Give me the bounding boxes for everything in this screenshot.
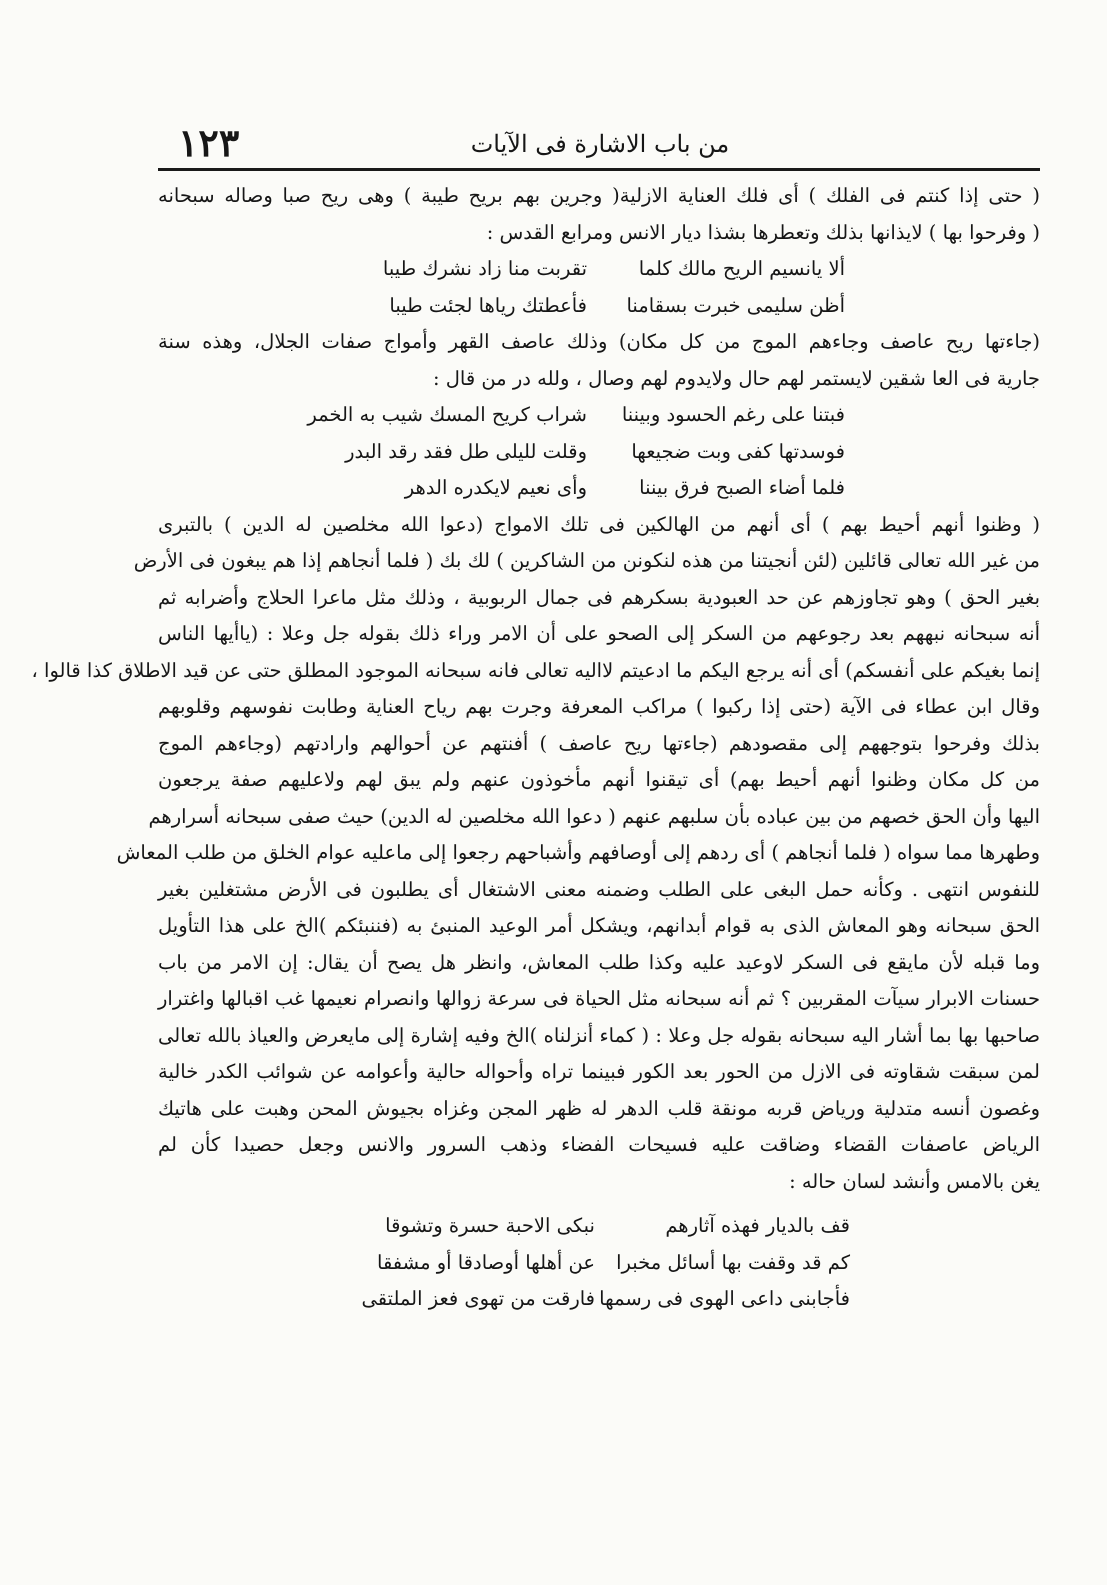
text-line: أنه سبحانه نبههم بعد رجوعهم من السكر إلى الصحو على أن الامر وراء ذلك بقوله جل وعلا : (ياأيها الناس <box>158 622 1040 645</box>
verse-line <box>158 288 845 325</box>
verse-second-hemistich: فأعطتك رياها لجئت طيبا <box>389 293 587 317</box>
text-line: جارية فى العا شقين لايستمر لهم حال ولايدوم لهم وصال ، ولله در من قال : <box>432 366 1040 390</box>
verse-line <box>158 1245 850 1282</box>
verse-second-hemistich: عن أهلها أوصادقا أو مشفقا <box>377 1250 595 1274</box>
verse-first-hemistich: فوسدتها كفى وبت ضجيعها <box>631 439 845 463</box>
text-line: بذلك وفرحوا بتوجههم إلى مقصودهم (جاءتها ريح عاصف ) أفنتهم عن أحوالهم وارادتهم (وجاءهم الموج <box>158 731 1040 755</box>
verse-line <box>158 1281 850 1318</box>
text-line: إنما بغيكم على أنفسكم) أى أنه يرجع اليكم ما ادعيتم لااليه تعالى فانه سبحانه الموجود المطلق حتى عن قيد الاطلاق كذا قالوا ، <box>31 658 1040 682</box>
text-line: يغن بالامس وأنشد لسان حاله : <box>789 1169 1040 1193</box>
paragraph-1 <box>158 178 1040 251</box>
verse-first-hemistich: فبتنا على رغم الحسود وبيننا <box>621 403 845 426</box>
text-line: لمن سبقت شقاوته فى الازل من الحور بعد الكور فبينما تراه وأحواله حالية وأعوامه عن شوائب الكدر خالية <box>158 1060 1040 1083</box>
verse-second-hemistich: نبكى الاحبة حسرة وتشوقا <box>385 1214 595 1237</box>
text-line: وغصون أنسه متدلية ورياض قربه مونقة قلب الدهر له ظهر المجن وغزاه بجيوش المحن وهبت على هاتيك <box>158 1096 1040 1120</box>
verse-block-3 <box>158 1208 1040 1318</box>
spacer <box>158 1200 1040 1208</box>
verse-second-hemistich: وأى نعيم لايكدره الدهر <box>404 476 587 499</box>
verse-second-hemistich: تقربت منا زاد نشرك طيبا <box>382 257 587 280</box>
verse-block-2 <box>158 397 1040 507</box>
text-line: من كل مكان وظنوا أنهم أحيط بهم) أى تيقنوا أنهم مأخوذون عنهم ولم يبق لهم ولاعليهم صفة يرجعون <box>158 768 1040 791</box>
text-line: من غير الله تعالى قائلين (لئن أنجيتنا من هذه لنكونن من الشاكرين ) لك بك ( فلما أنجاهم إذا هم يبغون فى الأرض <box>133 549 1040 572</box>
verse-second-hemistich: شراب كريح المسك شيب به الخمر <box>307 403 587 426</box>
text-line: الحق سبحانه وهو المعاش الذى به قوام أبدانهم، ويشكل أمر الوعيد المنبئ به (فننبئكم )الخ على هذا التأويل <box>158 914 1040 937</box>
verse-line <box>158 434 845 471</box>
text-line: اليها وأن الحق خصهم من بين عباده بأن سلبهم عنهم ( دعوا الله مخلصين له الدين) حيث صفى سبحانه أسرارهم <box>148 804 1040 828</box>
verse-first-hemistich: فأجابنى داعى الهوى فى رسمها <box>599 1287 850 1310</box>
paragraph-2 <box>158 324 1040 397</box>
verse-second-hemistich: فارقت من تهوى فعز الملتقى <box>361 1287 595 1310</box>
header-rule <box>158 168 1040 171</box>
verse-line <box>158 397 845 434</box>
page-header <box>160 118 1040 168</box>
verse-first-hemistich: أظن سليمى خبرت بسقامنا <box>626 293 845 317</box>
verse-line <box>158 1208 850 1245</box>
verse-line <box>158 251 845 288</box>
text-line: (جاءتها ريح عاصف وجاءهم الموج من كل مكان) وذلك عاصف القهر وأمواج صفات الجلال، وهذه سنة <box>158 330 1040 353</box>
text-line: بغير الحق ) وهو تجاوزهم عن حد العبودية بسكرهم فى جمال الربوبية ، وذلك مثل ماعرا الحلاج وأضرابه ثم <box>158 585 1040 609</box>
verse-second-hemistich: وقلت لليلى طل فقد رقد البدر <box>345 439 587 463</box>
verse-block-1 <box>158 251 1040 324</box>
paragraph-3 <box>31 507 1040 690</box>
paragraph-4 <box>116 689 1040 1200</box>
page-number: ١٢٣ <box>178 120 240 165</box>
text-line: ( وفرحوا بها ) لايذانها بذلك وتعطرها بشذا ديار الانس ومرابع القدس : <box>486 220 1040 244</box>
text-line: وما قبله لأن مايقع فى السكر لاوعيد عليه وكذا طلب المعاش، وانظر هل يصح أن يقال: إن الامر من باب <box>158 950 1040 974</box>
verse-line <box>158 470 845 507</box>
text-line: وطهرها مما سواه ( فلما أنجاهم ) أى ردهم إلى أوصافهم وأشباحهم رجعوا إلى ماعليه عوام الخلق من طلب المعاش <box>116 841 1040 864</box>
verse-first-hemistich: فلما أضاء الصبح فرق بيننا <box>639 476 845 499</box>
text-line: للنفوس انتهى . وكأنه حمل البغى على الطلب وضمنه معنى الاشتغال أى يطلبون فى الأرض مشتغلين بغير <box>158 877 1040 901</box>
verse-first-hemistich: ألا يانسيم الريح مالك كلما <box>638 257 845 280</box>
text-line: صاحبها بها بما أشار اليه سبحانه بقوله جل وعلا : ( كماء أنزلناه )الخ وفيه إشارة إلى مايعرض والعياذ بالله تعالى <box>158 1023 1040 1047</box>
text-line: حسنات الابرار سيآت المقربين ؟ ثم أنه سبحانه مثل الحياة فى سرعة زوالها وانصرام نعيمها غب اقبالها واغترار <box>158 987 1040 1010</box>
text-line: وقال ابن عطاء فى الآية (حتى إذا ركبوا ) مراكب المعرفة وجرت بهم رياح العناية وطابت نفوسهم وقلوبهم <box>158 695 1040 718</box>
text-line: الرياض عاصفات القضاء وضاقت عليه فسيحات الفضاء وذهب السرور والانس وجعل حصيدا كأن لم <box>158 1133 1040 1156</box>
text-line: ( وظنوا أنهم أحيط بهم ) أى أنهم من الهالكين فى تلك الامواج (دعوا الله مخلصين له الدين ) بالتبرى <box>158 512 1040 536</box>
verse-first-hemistich: كم قد وقفت بها أسائل مخبرا <box>616 1250 850 1274</box>
verse-first-hemistich: قف بالديار فهذه آثارهم <box>665 1214 850 1237</box>
running-title: من باب الاشارة فى الآيات <box>470 130 730 158</box>
text-line: ( حتى إذا كنتم فى الفلك ) أى فلك العناية الازلية( وجرين بهم بريح طيبة ) وهى ريح صبا وصاله سبحانه <box>158 184 1040 207</box>
page-body <box>31 178 1040 1318</box>
